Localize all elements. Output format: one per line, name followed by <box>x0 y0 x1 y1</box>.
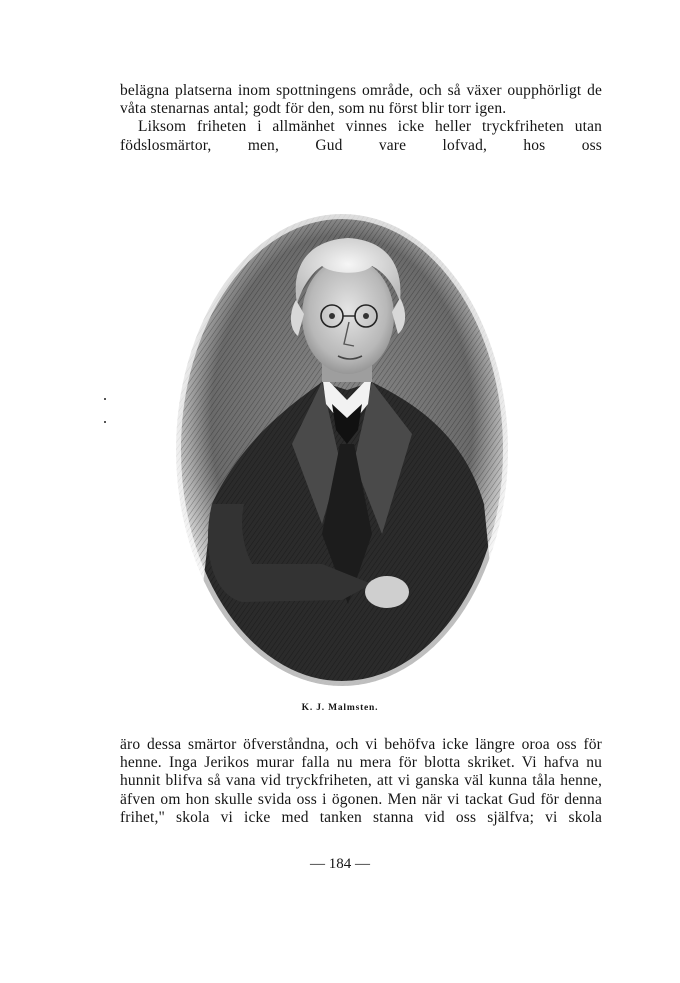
paragraph-2: Liksom friheten i allmänhet vinnes icke heller tryckfriheten utan födslosmärtor, men, Gud vare lofvad, hos oss <box>120 118 602 154</box>
portrait-engraving <box>172 204 512 686</box>
bottom-text-block <box>120 736 602 827</box>
margin-mark <box>104 421 106 423</box>
paragraph-3: äro dessa smärtor öfverståndna, och vi behöfva icke längre oroa oss för henne. Inga Jerikos murar falla nu mera för blotta skriket. Vi hafva nu hunnit blifva så vana vid tryckfriheten, att vi ganska väl kunna tåla henne, äfven om hon skulle svida oss i ögonen. Men när vi tackat Gud för denna frihet," skola vi icke med tanken stanna vid oss själfva; vi skola <box>120 736 602 826</box>
figure-caption: K. J. Malmsten. <box>301 703 379 713</box>
top-text-block <box>120 82 602 155</box>
page-number: — 184 — <box>310 856 370 872</box>
margin-mark <box>104 398 106 400</box>
paragraph-1: belägna platserna inom spottningens område, och så växer oupphörligt de våta stenarnas antal; godt för den, som nu först blir torr igen. <box>120 82 602 118</box>
